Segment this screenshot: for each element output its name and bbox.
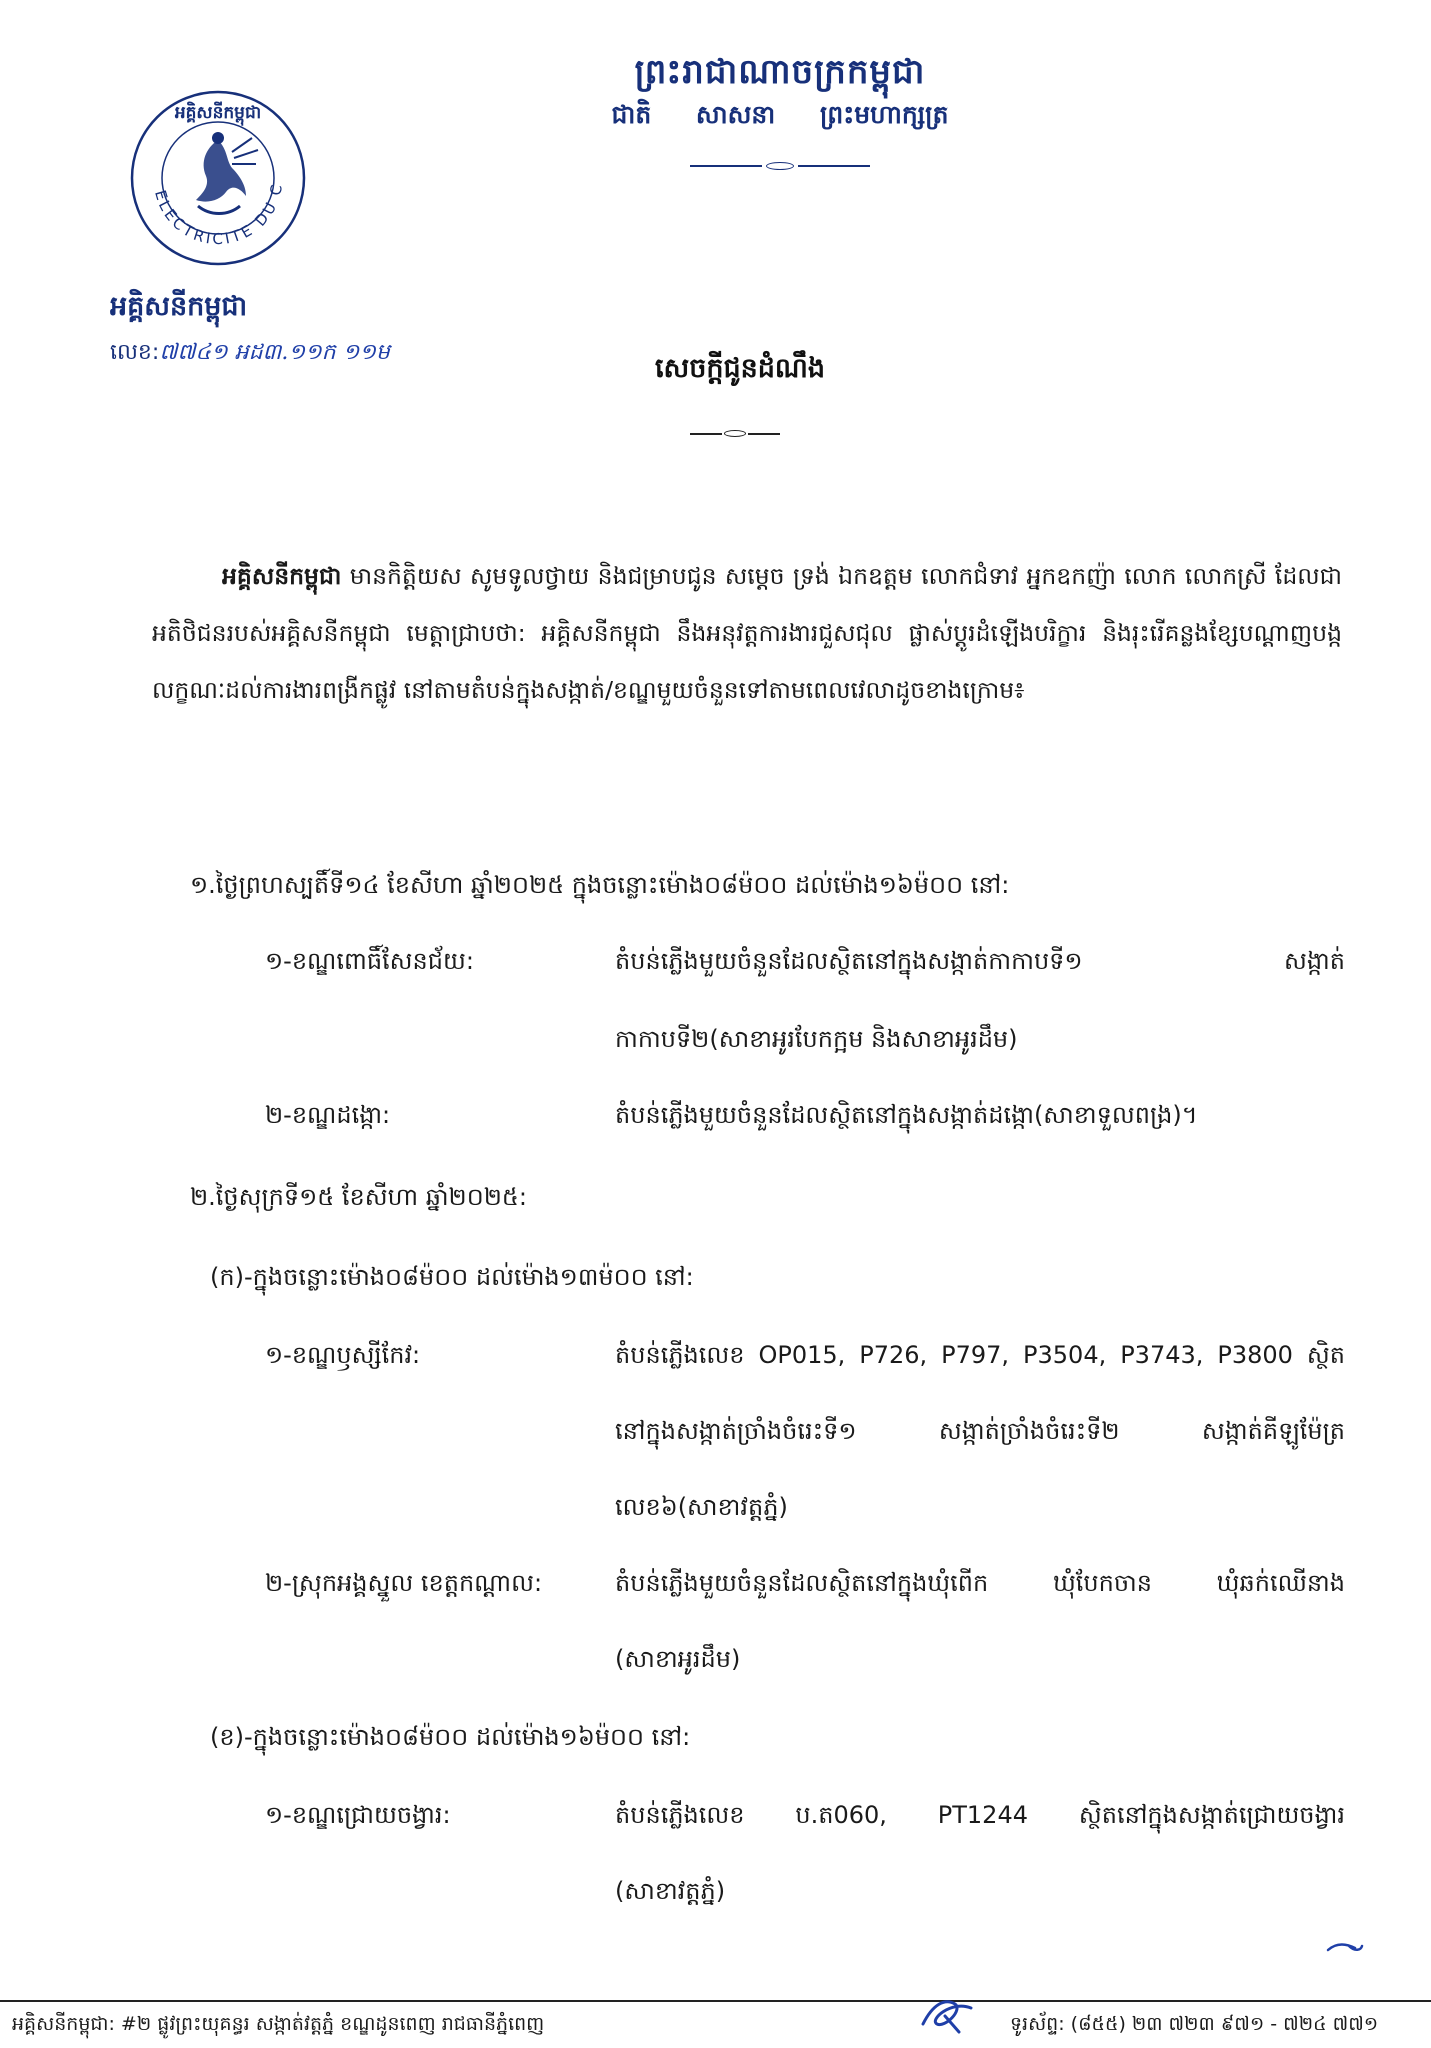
reference-handwritten-number: ៧៧៤១ អដ៣.១១ក ១១ម <box>159 340 390 365</box>
section-1-item-1-line-1: តំបន់ភ្លើងមួយចំនួនដែលស្ថិតនៅក្នុងសង្កាត់កាកាបទី១ សង្កាត់ <box>615 947 1345 975</box>
section-2a-item-2-line-2: (សាខាអូរដឹម) <box>615 1645 741 1673</box>
section-1-item-2-line-1: តំបន់ភ្លើងមួយចំនួនដែលស្ថិតនៅក្នុងសង្កាត់ដង្កោ(សាខាទួលពង្រ)។ <box>615 1101 1198 1129</box>
title-ornament <box>690 430 780 438</box>
intro-text: មានកិត្តិយស សូមទូលថ្វាយ និងជម្រាបជូន សម្តេច ទ្រង់ ឯកឧត្តម លោកជំទាវ អ្នកឧកញ៉ា លោក លោកស្រី ដែលជាអតិថិជនរបស់អគ្គិសនីកម្ពុជា មេត្តាជ្រាបថា: អគ្គិសនីកម្ពុជា នឹងអនុវត្តការងារជួសជុល ផ្លាស់ប្តូរដំឡើងបរិក្ខារ និងរុះរើគន្លងខ្សែបណ្តាញបង្កលក្ខណៈដល់ការងារពង្រីកផ្លូវ នៅតាមតំបន់ក្នុងសង្កាត់/ខណ្ឌមួយចំនួនទៅតាមពេលវេលាដូចខាងក្រោម៖ <box>152 562 1342 704</box>
footer-phone: ទូរស័ព្ទ: (៨៥៥) ២៣ ៧២៣ ៩៧១ - ៧២៤ ៧៧១ <box>1010 2013 1379 2035</box>
company-seal <box>128 88 308 268</box>
section-2a-item-2-label: ២-ស្រុកអង្គស្នួល ខេត្តកណ្តាល: <box>265 1569 543 1597</box>
handwritten-mark-icon <box>1325 1938 1365 1960</box>
reference-number <box>110 338 510 370</box>
intro-paragraph <box>152 548 1342 719</box>
section-2b-item-1-line-1: តំបន់ភ្លើងលេខ ប.ត060, PT1244 ស្ថិតនៅក្នុងសង្កាត់ជ្រោយចង្វារ <box>615 1801 1345 1829</box>
section-1-item-1-line-2: កាកាបទី២(សាខាអូរបែកក្អម និងសាខាអូរដឹម) <box>615 1025 1018 1053</box>
national-motto: ជាតិ សាសនា ព្រះមហាក្សត្រ <box>611 100 949 129</box>
section-2b-heading: (ខ)-ក្នុងចន្លោះម៉ោង០៨ម៉០០ ដល់ម៉ោង១៦ម៉០០ នៅ: <box>210 1723 691 1751</box>
section-2b-item-1-line-2: (សាខាវត្តភ្នំ) <box>615 1877 726 1905</box>
seal-emblem-icon <box>128 88 308 268</box>
section-2b-item-1-label: ១-ខណ្ឌជ្រោយចង្វារ: <box>265 1801 451 1829</box>
section-2a-heading: (ក)-ក្នុងចន្លោះម៉ោង០៨ម៉០០ ដល់ម៉ោង១៣ម៉០០ នៅ: <box>210 1263 694 1291</box>
section-2-heading: ២.ថ្ងៃសុក្រទី១៥ ខែសីហា ឆ្នាំ២០២៥: <box>190 1183 527 1211</box>
intro-organization-bold: អគ្គិសនីកម្ពុជា <box>222 562 342 590</box>
section-2a-item-1-line-2: នៅក្នុងសង្កាត់ច្រាំងចំរេះទី១ សង្កាត់ច្រាំងចំរេះទី២ សង្កាត់គីឡូម៉ែត្រ <box>615 1417 1345 1445</box>
signature-icon <box>915 1990 985 2038</box>
section-2a-item-1-line-3: លេខ៦(សាខាវត្តភ្នំ) <box>615 1493 788 1521</box>
reference-prefix: លេខ: <box>110 340 160 365</box>
section-2a-item-1-label: ១-ខណ្ឌឫស្សីកែវ: <box>265 1341 421 1369</box>
footer-address: អគ្គិសនីកម្ពុជា: #២ ផ្លូវព្រះយុគន្ធរ សង្កាត់វត្តភ្នំ ខណ្ឌដូនពេញ រាជធានីភ្នំពេញ <box>12 2013 545 2035</box>
section-2a-item-1-line-1: តំបន់ភ្លើងលេខ OP015, P726, P797, P3504, P3743, P3800 ស្ថិត <box>615 1341 1345 1369</box>
section-1-item-1-label: ១-ខណ្ឌពោធិ៍សែនជ័យ: <box>265 947 474 975</box>
initials-mark <box>915 1990 985 2038</box>
footer-rule <box>0 2000 1431 2002</box>
page-mark <box>1325 1938 1365 1960</box>
svg-text:អគ្គិសនីកម្ពុជា: អគ្គិសនីកម្ពុជា <box>174 103 262 123</box>
svg-text:ELECTRICITE DU CAMBODGE: ELECTRICITE DU C <box>150 180 287 249</box>
section-1-item-2-label: ២-ខណ្ឌដង្កោ: <box>265 1101 391 1129</box>
document-title: សេចក្តីជូនដំណឹង <box>654 353 826 384</box>
header-ornament <box>690 161 870 171</box>
section-1-heading: ១.ថ្ងៃព្រហស្បតិ៍ទី១៤ ខែសីហា ឆ្នាំ២០២៥ ក្នុងចន្លោះម៉ោង០៨ម៉០០ ដល់ម៉ោង១៦ម៉០០ នៅ: <box>190 871 1010 899</box>
kingdom-title: ព្រះរាជាណាចក្រកម្ពុជា <box>634 52 926 92</box>
organization-name: អគ្គិសនីកម្ពុជា <box>110 291 248 322</box>
section-2a-item-2-line-1: តំបន់ភ្លើងមួយចំនួនដែលស្ថិតនៅក្នុងឃុំពើក ឃុំបែកចាន ឃុំឆក់ឈើនាង <box>615 1569 1345 1597</box>
